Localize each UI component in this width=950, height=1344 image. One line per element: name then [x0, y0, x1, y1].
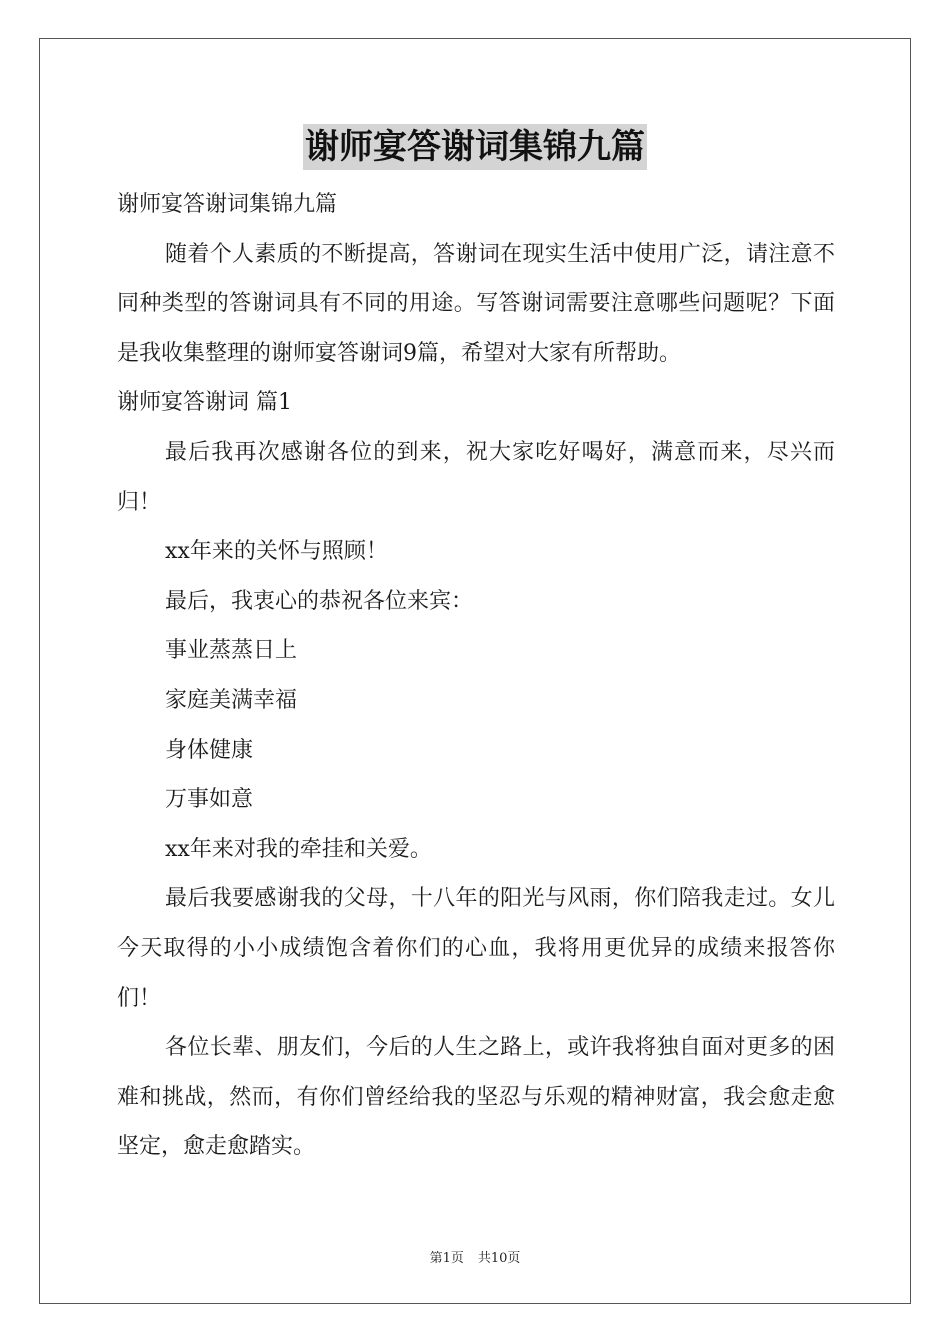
- paragraph: xx年来的关怀与照顾！: [165, 539, 388, 565]
- paragraph: 谢师宴答谢词集锦九篇: [117, 192, 338, 217]
- paragraph: 身体健康: [165, 737, 254, 763]
- document-body: [117, 180, 835, 1172]
- paragraph: 最后我要感谢我的父母，十八年的阳光与风雨，你们陪我走过。女儿今天取得的小小成绩饱含着你们的心血，我将用更优异的成绩来报答你们！: [117, 886, 835, 1011]
- document-title: 谢师宴答谢词集锦九篇: [303, 124, 647, 170]
- page-footer: [0, 1247, 950, 1266]
- paragraph: 事业蒸蒸日上: [165, 638, 298, 664]
- paragraph: 各位长辈、朋友们，今后的人生之路上，或许我将独自面对更多的困难和挑战，然而，有你们曾经给我的坚忍与乐观的精神财富，我会愈走愈坚定，愈走愈踏实。: [117, 1035, 835, 1160]
- page-total: 共10页: [477, 1251, 521, 1266]
- paragraph: 最后我再次感谢各位的到来，祝大家吃好喝好，满意而来，尽兴而归！: [117, 439, 835, 515]
- paragraph: 家庭美满幸福: [165, 687, 298, 713]
- paragraph: 最后，我衷心的恭祝各位来宾：: [165, 588, 474, 614]
- section-heading: 谢师宴答谢词 篇1: [117, 390, 292, 416]
- title-container: [0, 124, 950, 170]
- paragraph: xx年来对我的牵挂和关爱。: [165, 836, 432, 862]
- page-number: 第1页: [429, 1251, 464, 1266]
- paragraph: 随着个人素质的不断提高，答谢词在现实生活中使用广泛，请注意不同种类型的答谢词具有不同的用途。写答谢词需要注意哪些问题呢？下面是我收集整理的谢师宴答谢词9篇，希望对大家有所帮助。: [117, 241, 835, 366]
- paragraph: 万事如意: [165, 787, 254, 813]
